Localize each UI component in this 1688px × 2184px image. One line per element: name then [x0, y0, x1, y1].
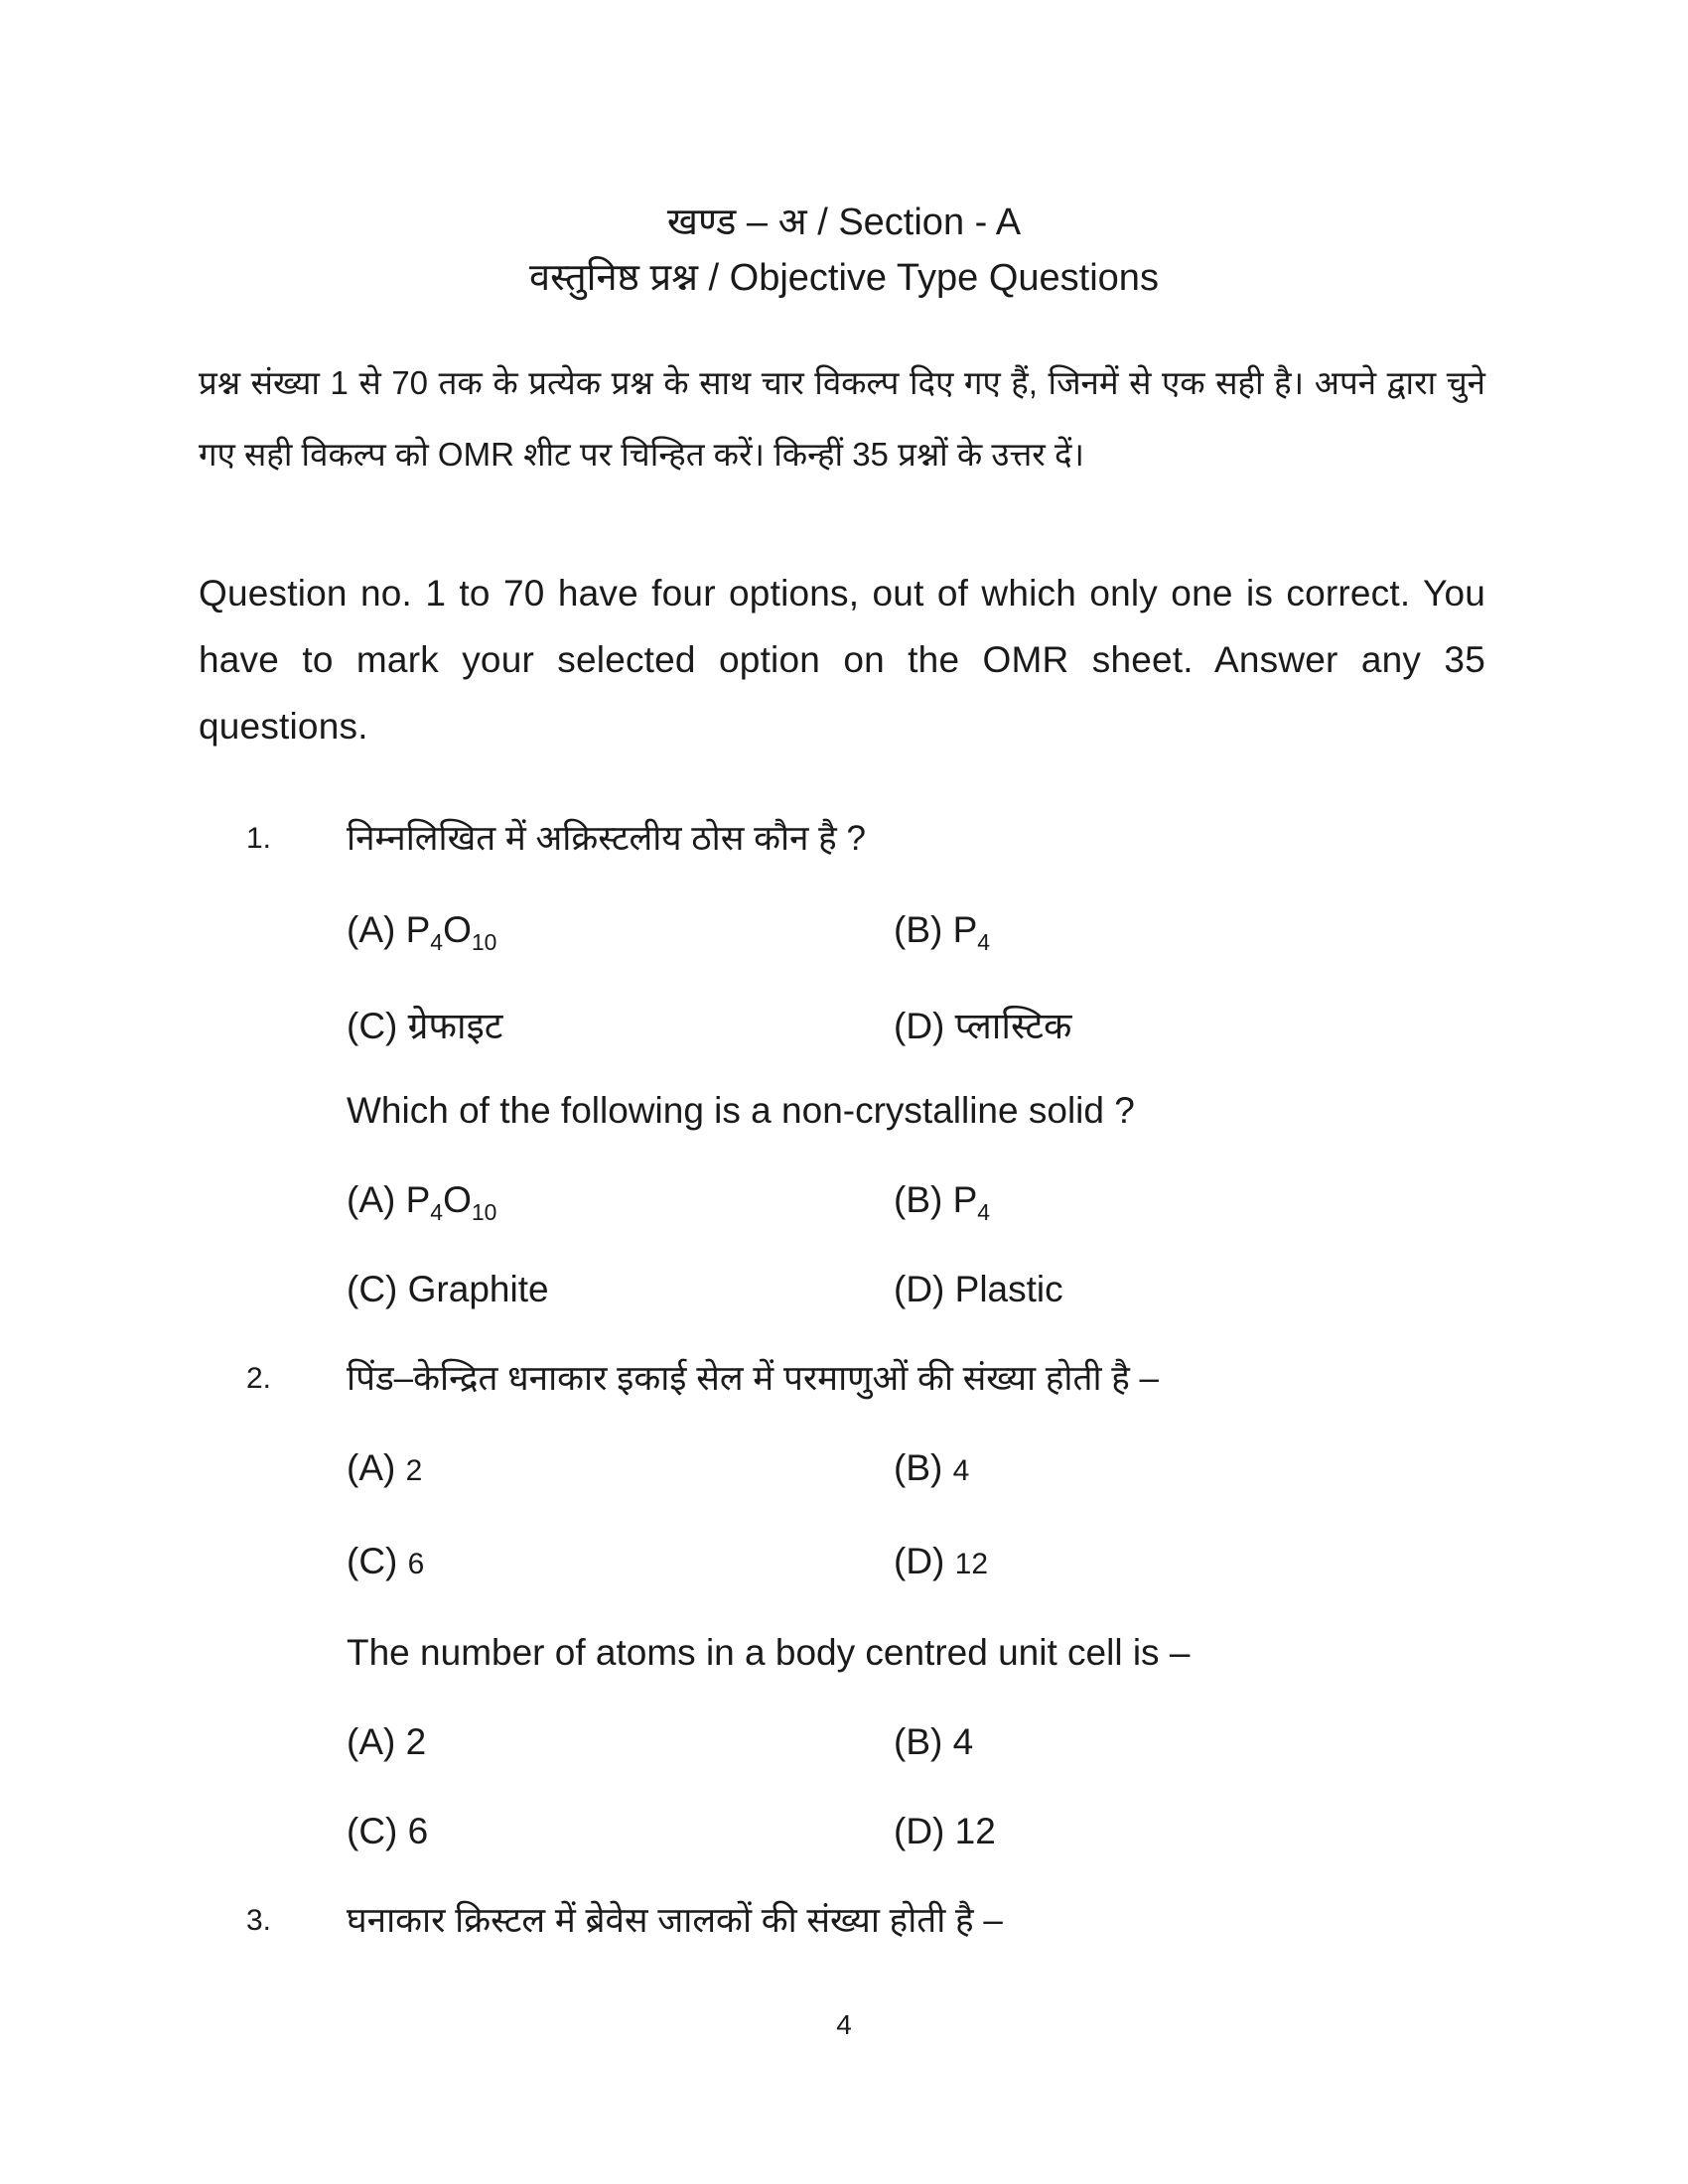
option-a-hindi: (A) 2 [347, 1447, 423, 1488]
option-d-english: (D) Plastic [894, 1269, 1063, 1309]
option-d-hindi: (D) प्लास्टिक [894, 1006, 1072, 1046]
option-a-english: (A) $P_4O_{10}$ [347, 1179, 497, 1226]
question-text-english: Which of the following is a non-crystalline solid ? [347, 1090, 1135, 1131]
option-d-hindi: (D) 12 [894, 1541, 989, 1581]
question-text-hindi: घनाकार क्रिस्टल में ब्रेवेस जालकों की संख्या होती है – [347, 1901, 1003, 1940]
option-b-hindi: (B) 4 [894, 1447, 970, 1488]
instructions-hindi: प्रश्न संख्या 1 से 70 तक के प्रत्येक प्रश्न के साथ चार विकल्प दिए गए हैं, जिनमें से एक सही है। अपने द्वारा चुने गए सही विकल्प को OMR शीट पर चिन्हित करें। किन्हीं 35 प्रश्नों के उत्तर दें। [199, 364, 1485, 473]
option-c-english: (C) 6 [347, 1811, 429, 1851]
option-c-hindi: (C) 6 [347, 1541, 425, 1581]
option-c-english: (C) Graphite [347, 1269, 549, 1309]
option-c-hindi: (C) ग्रेफाइट [347, 1006, 503, 1046]
question-text-hindi: निम्नलिखित में अक्रिस्टलीय ठोस कौन है ? [347, 819, 866, 858]
question-number: 2. [246, 1362, 272, 1395]
question-text-hindi: पिंड–केन्द्रित धनाकार इकाई सेल में परमाणुओं की संख्या होती है – [347, 1359, 1160, 1398]
question-number: 1. [246, 822, 272, 855]
page-number: 4 [836, 2009, 852, 2040]
instructions-english: Question no. 1 to 70 have four options, out of which only one is correct. You have to mark your selected option on the OMR sheet. Answer any 35 questions. [199, 573, 1485, 747]
option-a-hindi: (A) $P_4O_{10}$ [347, 909, 497, 956]
option-b-english: (B) $P_4$ [894, 1179, 991, 1226]
question-text-english: The number of atoms in a body centred unit cell is – [347, 1632, 1191, 1673]
option-b-english: (B) 4 [894, 1721, 974, 1762]
section-heading: खण्ड – अ / Section - A [666, 202, 1022, 243]
question-number: 3. [246, 1904, 272, 1937]
option-a-english: (A) 2 [347, 1721, 427, 1762]
option-d-english: (D) 12 [894, 1811, 996, 1851]
option-b-hindi: (B) $P_4$ [894, 909, 991, 956]
question-type-heading: वस्तुनिष्ठ प्रश्न / Objective Type Questions [529, 257, 1159, 299]
